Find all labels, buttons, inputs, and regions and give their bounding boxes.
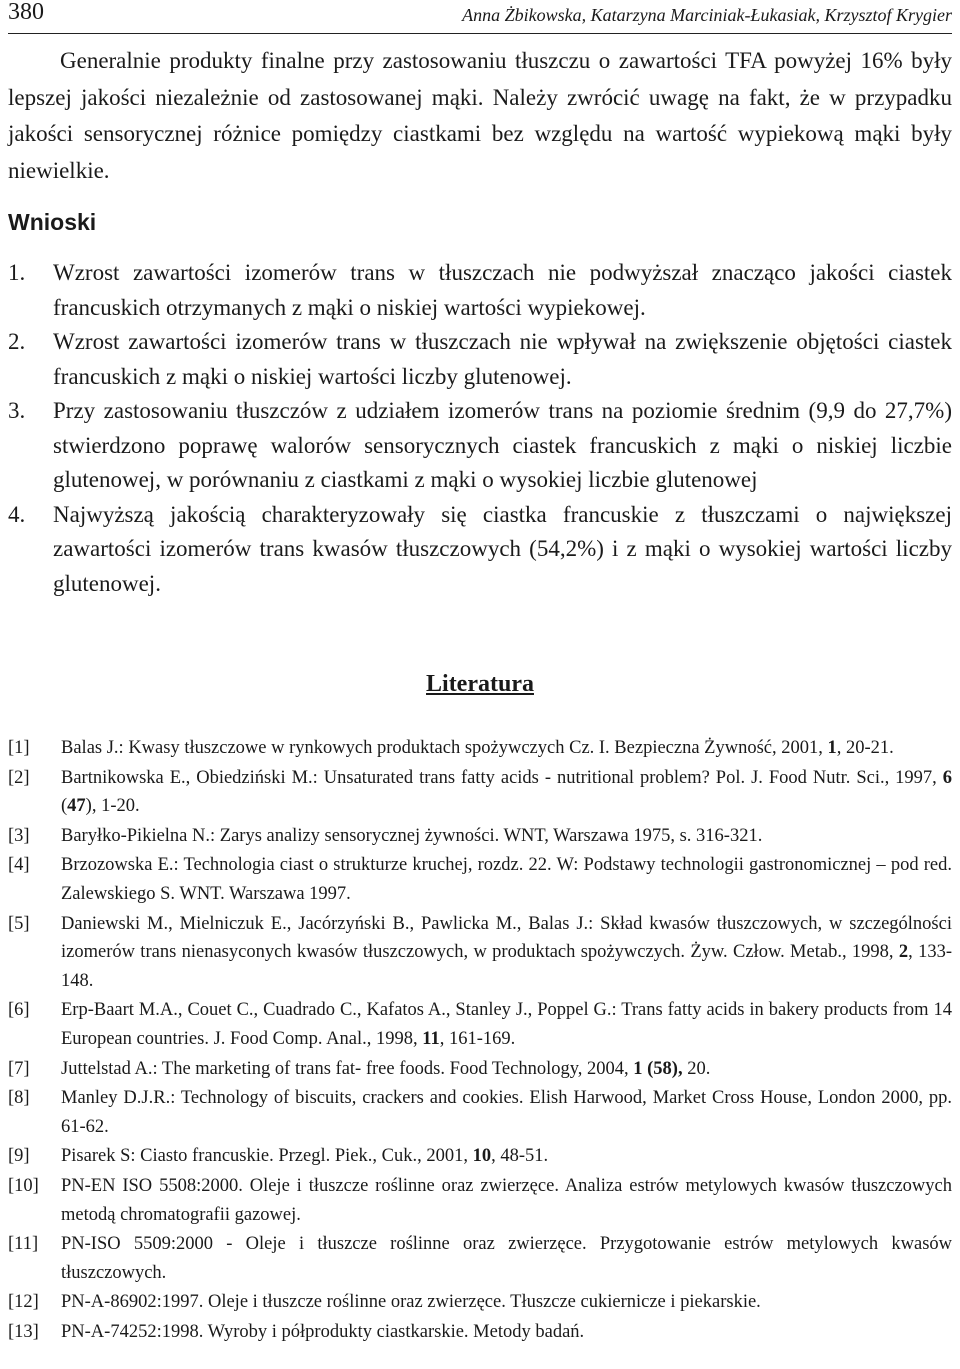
conclusion-number: 3. xyxy=(8,398,26,423)
reference-text: Daniewski M., Mielniczuk E., Jacórzyński B., Pawlicka M., Balas J.: Skład kwasów tłuszczowych, w szczególności izomerów trans nienasyconych kwasów tłuszczowych, w produktach spożywczych. Żyw. Człow. Metab., 1998, xyxy=(61,913,952,963)
reference-item xyxy=(8,910,952,996)
reference-number: [9] xyxy=(8,1146,30,1167)
reference-item xyxy=(8,1142,952,1171)
reference-item xyxy=(8,1172,952,1229)
conclusion-number: 1. xyxy=(8,260,26,285)
reference-text: Baryłko-Pikielna N.: Zarys analizy sensorycznej żywności. WNT, Warszawa 1975, s. 316-321. xyxy=(61,825,763,846)
reference-number: [7] xyxy=(8,1058,30,1079)
reference-number: [2] xyxy=(8,767,30,788)
reference-pages: , 20-21. xyxy=(836,738,894,758)
reference-number: [4] xyxy=(8,855,30,876)
reference-text: PN-A-74252:1998. Wyroby i półprodukty ciastkarskie. Metody badań. xyxy=(61,1321,585,1342)
reference-volume: 1 (58), xyxy=(633,1058,683,1079)
reference-text: Balas J.: Kwasy tłuszczowe w rynkowych produktach spożywczych Cz. I. Bezpieczna Żywność, 2001, xyxy=(61,738,828,758)
reference-item xyxy=(8,822,952,851)
reference-text: Bartnikowska E., Obiedziński M.: Unsaturated trans fatty acids - nutritional problem? Pol. J. Food Nutr. Sci., 1997, xyxy=(61,767,943,788)
reference-volume: 2 xyxy=(898,942,909,963)
reference-number: [6] xyxy=(8,1000,30,1021)
conclusion-item xyxy=(8,325,952,394)
reference-text: Erp-Baart M.A., Couet C., Cuadrado C., Kafatos A., Stanley J., Poppel G.: Trans fatty acids in bakery products from 14 European countries. J. Food Comp. Anal., 1998, xyxy=(61,1000,952,1049)
conclusion-text: Przy zastosowaniu tłuszczów z udziałem izomerów trans na poziomie średnim (9,9 do 27,7%) stwierdzono poprawę walorów sensorycznych ciastek francuskich z mąki o niskiej liczbie glutenowej, w porównaniu z ciastkami z mąki o wysokiej liczbie glutenowej xyxy=(53,398,952,492)
reference-item xyxy=(8,1230,952,1287)
reference-item xyxy=(8,1288,952,1317)
conclusions-heading: Wnioski xyxy=(8,209,97,235)
reference-text: Juttelstad A.: The marketing of trans fat- free foods. Food Technology, 2004, xyxy=(61,1058,634,1079)
reference-volume: 6 xyxy=(942,767,952,788)
reference-number: [1] xyxy=(8,738,30,758)
reference-number: [11] xyxy=(8,1234,39,1255)
conclusion-text: Najwyższą jakością charakteryzowały się ciastka francuskie z tłuszczami o największej zawartości izomerów trans kwasów tłuszczowych (54,2%) i z mąki o wysokiej wartości liczby glutenowej. xyxy=(53,501,952,596)
intro-paragraph: Generalnie produkty finalne przy zastosowaniu tłuszczu o zawartości TFA powyżej 16% były lepszej jakości niezależnie od zastosowanej mąki. Należy zwrócić uwagę na fakt, że w przypadku jakości sensorycznej różnice pomiędzy ciastkami bez względu na wartość wypiekową mąki były niewielkie. xyxy=(8,48,952,183)
conclusion-number: 4. xyxy=(8,501,26,527)
reference-paren: ( xyxy=(61,796,68,817)
conclusion-item xyxy=(8,394,952,498)
reference-pages: ), 1-20. xyxy=(85,796,140,817)
reference-text: Pisarek S: Ciasto francuskie. Przegl. Piek., Cuk., 2001, xyxy=(61,1146,473,1167)
reference-number: [5] xyxy=(8,913,30,934)
reference-pages: , 161-169. xyxy=(439,1028,516,1049)
reference-issue: 47 xyxy=(67,796,86,817)
conclusion-item xyxy=(8,498,952,602)
reference-number: [12] xyxy=(8,1292,39,1313)
reference-item xyxy=(8,851,952,908)
reference-number: [10] xyxy=(8,1175,39,1196)
reference-number: [13] xyxy=(8,1321,39,1342)
reference-item xyxy=(8,734,952,763)
reference-item xyxy=(8,764,952,821)
reference-text: PN-ISO 5509:2000 - Oleje i tłuszcze roślinne oraz zwierzęce. Przygotowanie estrów metylowych kwasów tłuszczowych. xyxy=(61,1234,952,1283)
reference-pages: 20. xyxy=(682,1058,711,1079)
conclusion-text: Wzrost zawartości izomerów trans w tłuszczach nie podwyższał znacząco jakości ciastek francuskich otrzymanych z mąki o niskiej wartości wypiekowej. xyxy=(53,260,952,320)
reference-item xyxy=(8,1055,952,1084)
reference-volume: 1 xyxy=(827,738,837,758)
reference-pages: , 133-148. xyxy=(61,942,952,991)
conclusions-list xyxy=(8,256,952,601)
conclusion-number: 2. xyxy=(8,329,26,354)
reference-number: [8] xyxy=(8,1088,30,1109)
running-head-authors: Anna Żbikowska, Katarzyna Marciniak-Łukasiak, Krzysztof Krygier xyxy=(462,5,952,25)
reference-number: [3] xyxy=(8,825,30,846)
reference-volume: 11 xyxy=(422,1028,440,1049)
reference-item xyxy=(8,996,952,1053)
reference-item xyxy=(8,1084,952,1141)
page-number: 380 xyxy=(8,0,44,25)
reference-list xyxy=(8,734,952,1347)
conclusion-item xyxy=(8,256,952,325)
reference-text: Brzozowska E.: Technologia ciast o strukturze kruchej, rozdz. 22. W: Podstawy technologii gastronomicznej – pod red. Zalewskiego S. WNT. Warszawa 1997. xyxy=(61,855,952,904)
reference-text: Manley D.J.R.: Technology of biscuits, crackers and cookies. Elish Harwood, Market Cross House, London 2000, pp. 61-62. xyxy=(61,1088,952,1137)
literature-heading: Literatura xyxy=(426,671,534,697)
page-header xyxy=(8,0,952,34)
reference-text: PN-EN ISO 5508:2000. Oleje i tłuszcze roślinne oraz zwierzęce. Analiza estrów metylowych kwasów tłuszczowych metodą chromatografii gazowej. xyxy=(61,1175,952,1225)
conclusion-text: Wzrost zawartości izomerów trans w tłuszczach nie wpływał na zwiększenie objętości ciastek francuskich z mąki o niskiej wartości liczby glutenowej. xyxy=(53,329,952,389)
reference-item xyxy=(8,1318,952,1347)
reference-text: PN-A-86902:1997. Oleje i tłuszcze roślinne oraz zwierzęce. Tłuszcze cukiernicze i piekarskie. xyxy=(61,1292,761,1313)
reference-pages: , 48-51. xyxy=(491,1146,549,1167)
reference-volume: 10 xyxy=(472,1146,492,1167)
